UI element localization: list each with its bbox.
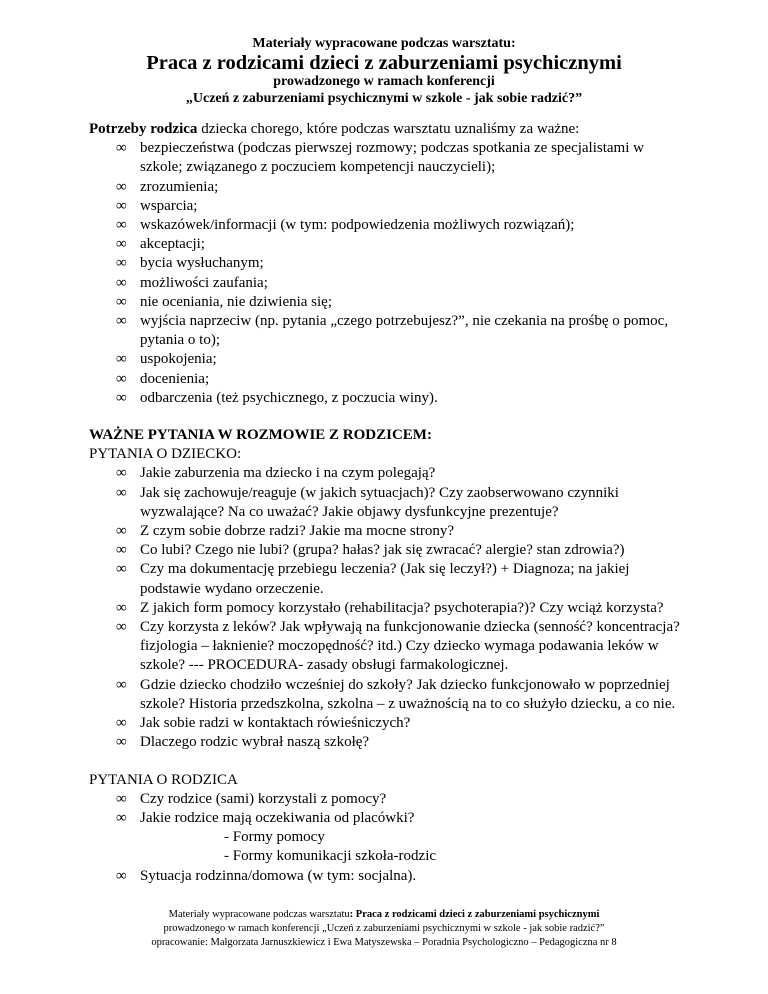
list-item — [116, 464, 689, 483]
list-item — [116, 484, 689, 522]
list-item-text: akceptacji; — [140, 236, 205, 253]
list-item-text: Gdzie dziecko chodziło wcześniej do szkoły? Jak dziecko funkcjonowało w poprzedniej szkole? Historia przedszkolna, szkolna – z uważnością na to co służyło dziecku, a co nie. — [140, 676, 676, 712]
infinity-bullet-icon: ∞ — [116, 370, 127, 387]
list-item — [116, 714, 689, 733]
list-item-text: wsparcia; — [140, 197, 198, 214]
list-item-text: wskazówek/informacji (w tym: podpowiedzenia możliwych rozwiązań); — [140, 217, 575, 234]
infinity-bullet-icon: ∞ — [116, 140, 127, 157]
child-questions-heading: PYTANIA O DZIECKO: — [89, 446, 242, 463]
list-item-text: Czy korzysta z leków? Jak wpływają na funkcjonowanie dziecka (senność? koncentracja? fizjologia – łaknienie? moczopędność? itd.) Czy dziecko wymaga podawania leków w szkole? --- PROCEDURA- zasady obsługi farmakologicznej. — [140, 619, 680, 674]
infinity-bullet-icon: ∞ — [116, 619, 127, 636]
list-item — [116, 274, 689, 293]
list-item — [116, 293, 689, 312]
list-item-text: Czy rodzice (sami) korzystali z pomocy? — [140, 790, 387, 807]
list-item — [116, 312, 689, 350]
section-gap — [89, 408, 689, 426]
list-item — [116, 139, 689, 177]
sub-item: - Formy komunikacji szkoła-rodzic — [224, 848, 437, 865]
infinity-bullet-icon: ∞ — [116, 599, 127, 616]
list-item-text: nie oceniania, nie dziwienia się; — [140, 293, 333, 310]
list-item-text: Sytuacja rodzinna/domowa (w tym: socjalna). — [140, 867, 417, 884]
footer-line-1 — [0, 908, 768, 922]
list-item — [116, 560, 689, 598]
list-item — [116, 809, 689, 867]
list-item-text: Z jakich form pomocy korzystało (rehabilitacja? psychoterapia?)? Czy wciąż korzysta? — [140, 599, 664, 616]
sub-item: - Formy pomocy — [224, 829, 325, 846]
infinity-bullet-icon: ∞ — [116, 293, 127, 310]
footer-line-2: prowadzonego w ramach konferencji „Uczeń z zaburzeniami psychicznymi w szkole - jak sobie radzić?” — [163, 923, 605, 934]
list-item-text: Co lubi? Czego nie lubi? (grupa? hałas? jak się zwracać? alergie? stan zdrowia?) — [140, 542, 625, 559]
footer-line-1-text: Materiały wypracowane podczas warsztatu — [168, 909, 350, 920]
infinity-bullet-icon: ∞ — [116, 274, 127, 291]
needs-intro-bold: Potrzeby rodzica — [89, 121, 198, 137]
infinity-bullet-icon: ∞ — [116, 197, 127, 214]
list-item-text: Z czym sobie dobrze radzi? Jakie ma mocne strony? — [140, 523, 455, 540]
document-body — [89, 120, 689, 886]
header-conference-line: prowadzonego w ramach konferencji — [273, 74, 495, 89]
list-item-text: odbarczenia (też psychicznego, z poczucia winy). — [140, 389, 438, 406]
list-item-text: Dlaczego rodzic wybrał naszą szkołę? — [140, 734, 370, 751]
list-item-text: Jak się zachowuje/reaguje (w jakich sytuacjach)? Czy zaobserwowano czynniki wyzwalające? Na co uważać? Jakie objawy dysfunkcyjne prezentuje? — [140, 484, 619, 520]
list-item — [116, 197, 689, 216]
page-title: Praca z rodzicami dzieci z zaburzeniami psychicznymi — [146, 52, 622, 74]
infinity-bullet-icon: ∞ — [116, 809, 127, 826]
infinity-bullet-icon: ∞ — [116, 236, 127, 253]
list-item — [116, 618, 689, 676]
infinity-bullet-icon: ∞ — [116, 676, 127, 693]
list-item — [116, 389, 689, 408]
list-item-text: Jakie zaburzenia ma dziecko i na czym polegają? — [140, 465, 436, 482]
list-item — [116, 790, 689, 809]
infinity-bullet-icon: ∞ — [116, 465, 127, 482]
header-conference-name: „Uczeń z zaburzeniami psychicznymi w szkole - jak sobie radzić?” — [185, 91, 583, 106]
needs-intro-text: dziecka chorego, które podczas warsztatu uznaliśmy za ważne: — [197, 121, 580, 137]
list-item-text: zrozumienia; — [140, 178, 219, 195]
list-item-text: Jakie rodzice mają oczekiwania od placówki? — [140, 809, 415, 826]
infinity-bullet-icon: ∞ — [116, 734, 127, 751]
child-questions-list — [89, 464, 689, 752]
needs-list — [89, 139, 689, 408]
list-item — [116, 235, 689, 254]
list-item — [116, 254, 689, 273]
infinity-bullet-icon: ∞ — [116, 790, 127, 807]
infinity-bullet-icon: ∞ — [116, 351, 127, 368]
list-item — [116, 350, 689, 369]
infinity-bullet-icon: ∞ — [116, 542, 127, 559]
footer-line-3: opracowanie: Małgorzata Jarnuszkiewicz i Ewa Matyszewska – Poradnia Psychologiczno – Pedagogiczna nr 8 — [151, 937, 617, 948]
list-item — [116, 867, 689, 886]
infinity-bullet-icon: ∞ — [116, 867, 127, 884]
list-item-text: Jak sobie radzi w kontaktach rówieśniczych? — [140, 715, 411, 732]
infinity-bullet-icon: ∞ — [116, 255, 127, 272]
page-footer — [0, 908, 768, 950]
list-item — [116, 216, 689, 235]
list-item — [116, 178, 689, 197]
infinity-bullet-icon: ∞ — [116, 715, 127, 732]
questions-heading: WAŻNE PYTANIA W ROZMOWIE Z RODZICEM: — [89, 427, 432, 444]
list-item — [116, 676, 689, 714]
section-gap — [89, 753, 689, 771]
list-item-text: docenienia; — [140, 370, 210, 387]
list-item-text: bycia wysłuchanym; — [140, 255, 264, 272]
list-item-text: uspokojenia; — [140, 351, 217, 368]
list-item-text: bezpieczeństwa (podczas pierwszej rozmowy; podczas spotkania ze specjalistami w szkole; związanego z poczuciem kompetencji nauczycieli); — [140, 140, 644, 176]
list-item — [116, 733, 689, 752]
infinity-bullet-icon: ∞ — [116, 217, 127, 234]
list-item — [116, 541, 689, 560]
list-item — [116, 599, 689, 618]
parent-questions-heading: PYTANIA O RODZICA — [89, 771, 238, 788]
infinity-bullet-icon: ∞ — [116, 561, 127, 578]
header-subtitle: Materiały wypracowane podczas warsztatu: — [252, 36, 516, 51]
infinity-bullet-icon: ∞ — [116, 484, 127, 501]
needs-intro — [89, 120, 689, 139]
infinity-bullet-icon: ∞ — [116, 178, 127, 195]
infinity-bullet-icon: ∞ — [116, 313, 127, 330]
infinity-bullet-icon: ∞ — [116, 389, 127, 406]
list-item-text: możliwości zaufania; — [140, 274, 268, 291]
list-item — [116, 370, 689, 389]
parent-questions-list — [89, 790, 689, 886]
list-item-text: Czy ma dokumentację przebiegu leczenia? (Jak się leczył?) + Diagnoza; na jakiej podstawie wydano orzeczenie. — [140, 561, 630, 597]
list-item-text: wyjścia naprzeciw (np. pytania „czego potrzebujesz?”, nie czekania na prośbę o pomoc, pytania o to); — [140, 313, 669, 349]
list-item — [116, 522, 689, 541]
footer-line-1-bold: : Praca z rodzicami dzieci z zaburzeniami psychicznymi — [349, 909, 600, 920]
infinity-bullet-icon: ∞ — [116, 523, 127, 540]
